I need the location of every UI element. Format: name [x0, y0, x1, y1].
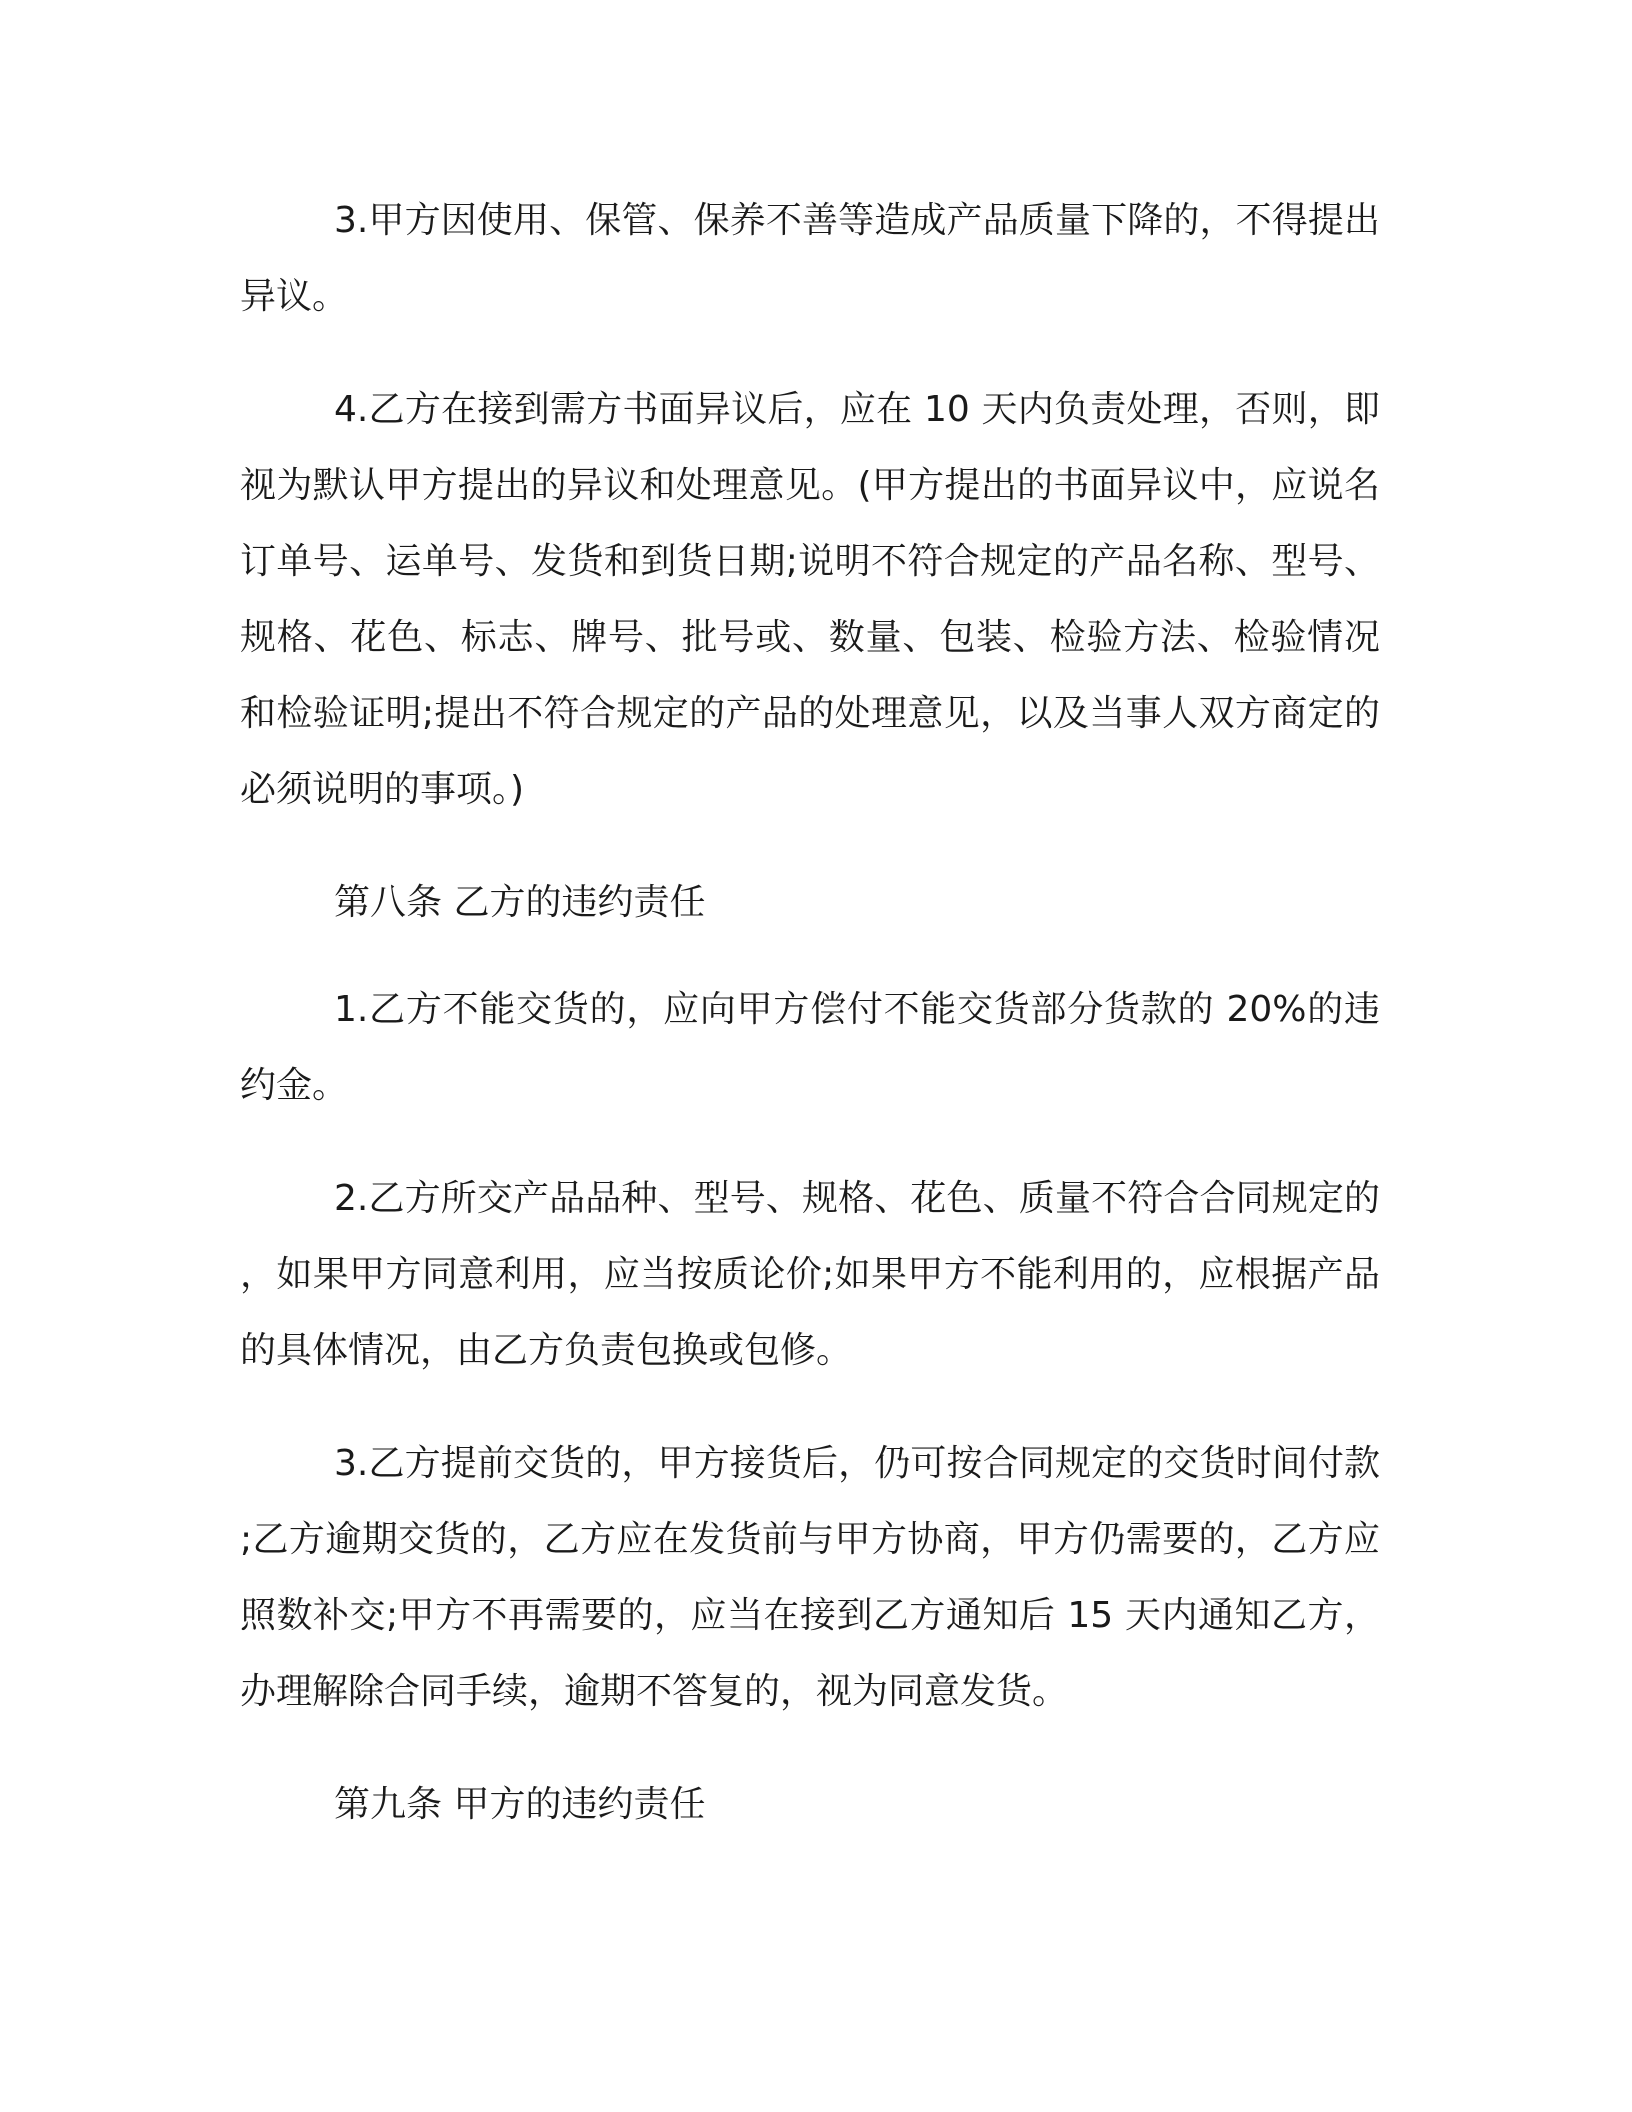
article-8-item-1: 1.乙方不能交货的，应向甲方偿付不能交货部分货款的 20%的违约金。: [240, 989, 1380, 1106]
article-9-heading: 第九条 甲方的违约责任: [334, 1784, 706, 1825]
document-body: [240, 183, 1380, 1874]
article-8-item-2: 2.乙方所交产品品种、型号、规格、花色、质量不符合合同规定的，如果甲方同意利用，应当按质论价;如果甲方不能利用的，应根据产品的具体情况，由乙方负责包换或包修。: [240, 1178, 1380, 1371]
article-8-heading: 第八条 乙方的违约责任: [334, 882, 706, 923]
clause-7-item-3: 3.甲方因使用、保管、保养不善等造成产品质量下降的，不得提出异议。: [240, 200, 1380, 317]
article-8-item-3: 3.乙方提前交货的，甲方接货后，仍可按合同规定的交货时间付款;乙方逾期交货的，乙方应在发货前与甲方协商，甲方仍需要的，乙方应照数补交;甲方不再需要的，应当在接到乙方通知后 15 天内通知乙方，办理解除合同手续，逾期不答复的，视为同意发货。: [240, 1443, 1380, 1712]
clause-7-item-4: 4.乙方在接到需方书面异议后，应在 10 天内负责处理，否则，即视为默认甲方提出的异议和处理意见。(甲方提出的书面异议中，应说名订单号、运单号、发货和到货日期;说明不符合规定的产品名称、型号、规格、花色、标志、牌号、批号或、数量、包装、检验方法、检验情况和检验证明;提出不符合规定的产品的处理意见，以及当事人双方商定的必须说明的事项。): [240, 389, 1380, 810]
